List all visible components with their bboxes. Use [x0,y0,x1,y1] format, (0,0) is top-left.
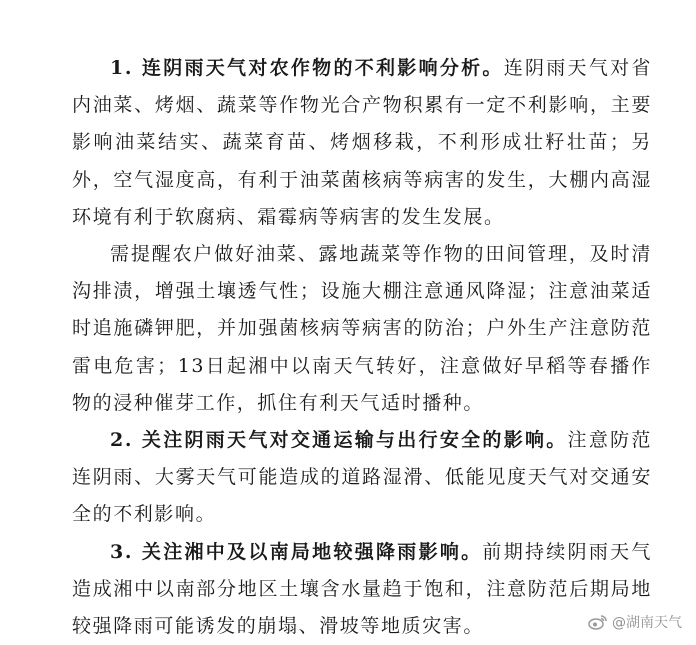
paragraph-text: 前期持续阴雨天气造成湘中以南部分地区土壤含水量趋于饱和，注意防范后期局地较强降雨可能诱发的崩塌、滑坡等地质灾害。 [72,540,652,638]
paragraph-text: 注意防范连阴雨、大雾天气可能造成的道路湿滑、低能见度天气对交通安全的不利影响。 [72,429,652,526]
paragraph-text: 需提醒农户做好油菜、露地蔬菜等作物的田间管理，及时清沟排渍，增强土壤透气性；设施大棚注意通风降湿；注意油菜适时追施磷钾肥，并加强菌核病等病害的防治；户外生产注意防范雷电危害；13日起湘中以南天气转好，注意做好早稻等春播作物的浸种催芽工作，抓住有利天气适时播种。 [72,243,652,414]
paragraph-heading: 1. 连阴雨天气对农作物的不利影响分析。 [110,57,504,79]
paragraph-traffic-safety [72,422,652,534]
paragraph-heavy-rain [72,534,652,645]
paragraph-farming-advice [72,236,652,422]
paragraph-text: 连阴雨天气对省内油菜、烤烟、蔬菜等作物光合产物积累有一定不利影响，主要影响油菜结实、蔬菜育苗、烤烟移栽，不利形成壮籽壮苗；另外，空气湿度高，有利于油菜菌核病等病害的发生，大棚内高湿环境有利于软腐病、霜霉病等病害的发生发展。 [72,57,653,228]
document-body [72,50,652,645]
paragraph-heading: 2. 关注阴雨天气对交通运输与出行安全的影响。 [110,429,568,452]
watermark-text: @湖南天气 [612,615,682,631]
paragraph-crop-impact [72,50,652,236]
weibo-watermark [588,612,682,632]
weibo-logo-icon [588,614,608,630]
paragraph-heading: 3. 关注湘中及以南局地较强降雨影响。 [110,540,483,563]
